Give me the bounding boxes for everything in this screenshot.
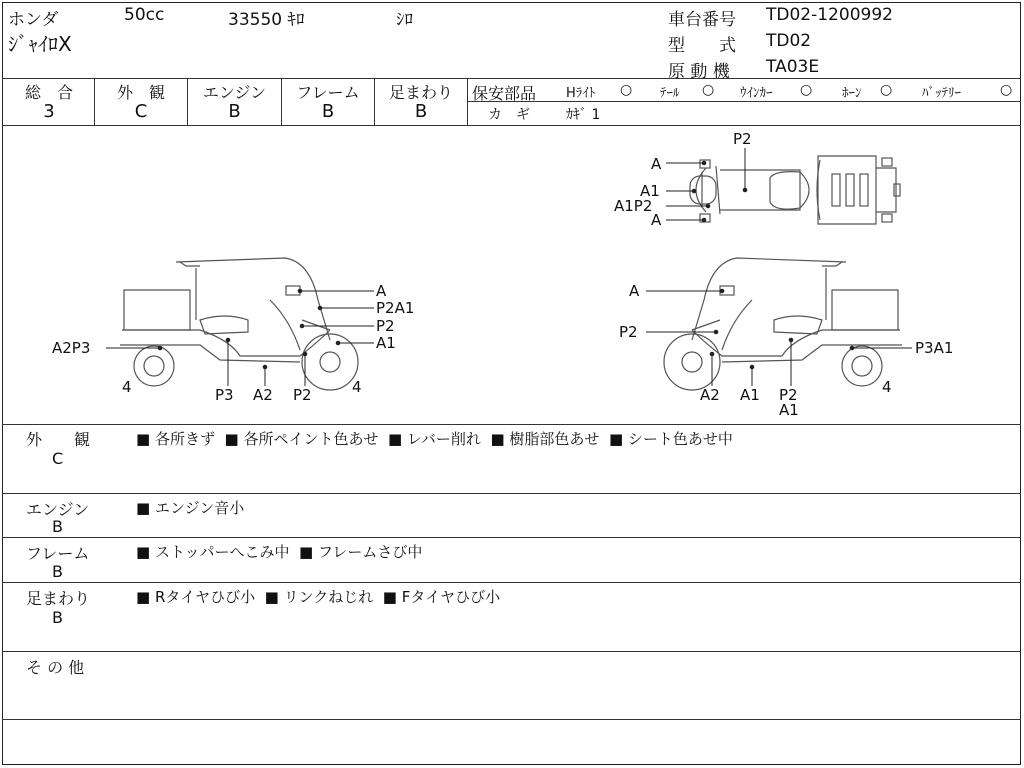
divider <box>2 424 1021 425</box>
grade-value-engine: B <box>228 101 241 122</box>
divider <box>2 719 1021 720</box>
damage-label: A1P2 <box>614 197 653 215</box>
note-label-engine: エンジン <box>26 500 90 519</box>
type-value: TD02 <box>766 31 812 51</box>
color: ｼﾛ <box>396 10 413 30</box>
note-grade-frame: B <box>52 562 63 581</box>
model-name: ｼﾞｬｲﾛX <box>8 32 72 56</box>
safety-ok-icon: ○ <box>702 82 715 98</box>
grade-label-overall: 総 合 <box>24 83 73 102</box>
engine-value: TA03E <box>766 57 820 77</box>
safety-item-battery: ﾊﾞｯﾃﾘｰ <box>922 86 961 101</box>
note-items-suspension: ■ Rタイヤひび小 ■ リンクねじれ ■ Fタイヤひび小 <box>136 588 501 606</box>
damage-label: A2P3 <box>52 339 91 357</box>
safety-item-tail: ﾃｰﾙ <box>660 86 680 101</box>
note-item: 各所ペイント色あせ <box>243 430 379 448</box>
note-items-engine: ■ エンジン音小 <box>136 499 245 517</box>
damage-label: P2 <box>733 130 752 148</box>
damage-label: A <box>376 282 387 300</box>
key-value: ｶｷﾞ 1 <box>566 107 601 123</box>
damage-label: A <box>651 155 662 173</box>
note-item: Rタイヤひび小 <box>154 588 256 606</box>
note-grade-exterior: C <box>52 449 64 468</box>
note-label-other: そ の 他 <box>26 658 85 677</box>
damage-label: A1 <box>640 182 660 200</box>
left-side-view <box>120 258 358 390</box>
top-view <box>690 156 900 224</box>
note-item: 樹脂部色あせ <box>509 430 600 448</box>
grade-value-frame: B <box>321 101 335 122</box>
grade-label-suspension: 足まわり <box>388 83 453 102</box>
damage-label: P2A1 <box>376 299 415 317</box>
damage-label: P2 <box>779 386 798 404</box>
divider <box>2 651 1021 652</box>
safety-item-winker: ｳｲﾝｶｰ <box>740 86 773 101</box>
note-item: リンクねじれ <box>283 588 374 606</box>
tire-count-label: 4 <box>352 378 362 396</box>
divider <box>2 537 1021 538</box>
note-item: Fタイヤひび小 <box>401 588 501 606</box>
engine-label: 原 動 機 <box>668 62 730 82</box>
safety-ok-icon: ○ <box>800 82 813 98</box>
grade-value-overall: 3 <box>43 101 55 122</box>
divider <box>2 582 1021 583</box>
note-item: 各所きず <box>154 430 215 448</box>
key-label: カ ギ <box>488 107 530 123</box>
safety-ok-icon: ○ <box>1000 82 1013 98</box>
damage-label: P3 <box>215 386 234 404</box>
safety-item-horn: ﾎｰﾝ <box>842 86 862 101</box>
note-item: シート色あせ中 <box>627 430 733 448</box>
safety-item-headlight: Hﾗｲﾄ <box>566 86 596 101</box>
divider <box>2 493 1021 494</box>
type-label: 型 式 <box>668 36 736 56</box>
damage-label: P2 <box>619 323 638 341</box>
damage-label: A1 <box>779 401 799 419</box>
damage-label: P3A1 <box>915 339 954 357</box>
note-items-frame: ■ ストッパーへこみ中 ■ フレームさび中 <box>136 543 423 561</box>
note-label-exterior: 外 観 <box>26 430 91 449</box>
frame-no-label: 車台番号 <box>668 10 736 30</box>
frame-no: TD02-1200992 <box>766 5 893 25</box>
note-item: エンジン音小 <box>154 499 245 517</box>
damage-label: A2 <box>700 386 720 404</box>
displacement: 50cc <box>124 5 165 25</box>
note-item: ストッパーへこみ中 <box>154 543 290 561</box>
damage-label: P2 <box>293 386 312 404</box>
grade-value-exterior: C <box>134 101 148 122</box>
grade-label-engine: エンジン <box>202 83 267 102</box>
damage-label: P2 <box>376 317 395 335</box>
note-label-suspension: 足まわり <box>26 589 91 608</box>
tire-count-label: 4 <box>122 378 132 396</box>
grade-value-suspension: B <box>414 101 428 122</box>
note-item: フレームさび中 <box>318 543 423 561</box>
mileage: 33550 ｷﾛ <box>228 10 305 30</box>
maker: ホンダ <box>8 10 59 30</box>
tire-count-label: 4 <box>882 378 892 396</box>
note-grade-engine: B <box>52 517 63 536</box>
note-items-exterior: ■ 各所きず ■ 各所ペイント色あせ ■ レバー削れ ■ 樹脂部色あせ ■ シート色あせ中 <box>136 430 733 448</box>
damage-label: A1 <box>376 334 396 352</box>
damage-label: A1 <box>740 386 760 404</box>
grade-label-exterior: 外 観 <box>116 83 165 102</box>
safety-ok-icon: ○ <box>880 82 893 98</box>
damage-label: A <box>629 282 640 300</box>
safety-ok-icon: ○ <box>620 82 633 98</box>
grade-label-frame: フレーム <box>296 83 360 102</box>
damage-label: A2 <box>253 386 273 404</box>
damage-label: A <box>651 211 662 229</box>
right-side-view <box>664 258 902 390</box>
note-label-frame: フレーム <box>26 544 90 563</box>
note-grade-suspension: B <box>52 608 63 627</box>
note-item: レバー削れ <box>406 430 481 448</box>
safety-label: 保安部品 <box>472 84 537 103</box>
